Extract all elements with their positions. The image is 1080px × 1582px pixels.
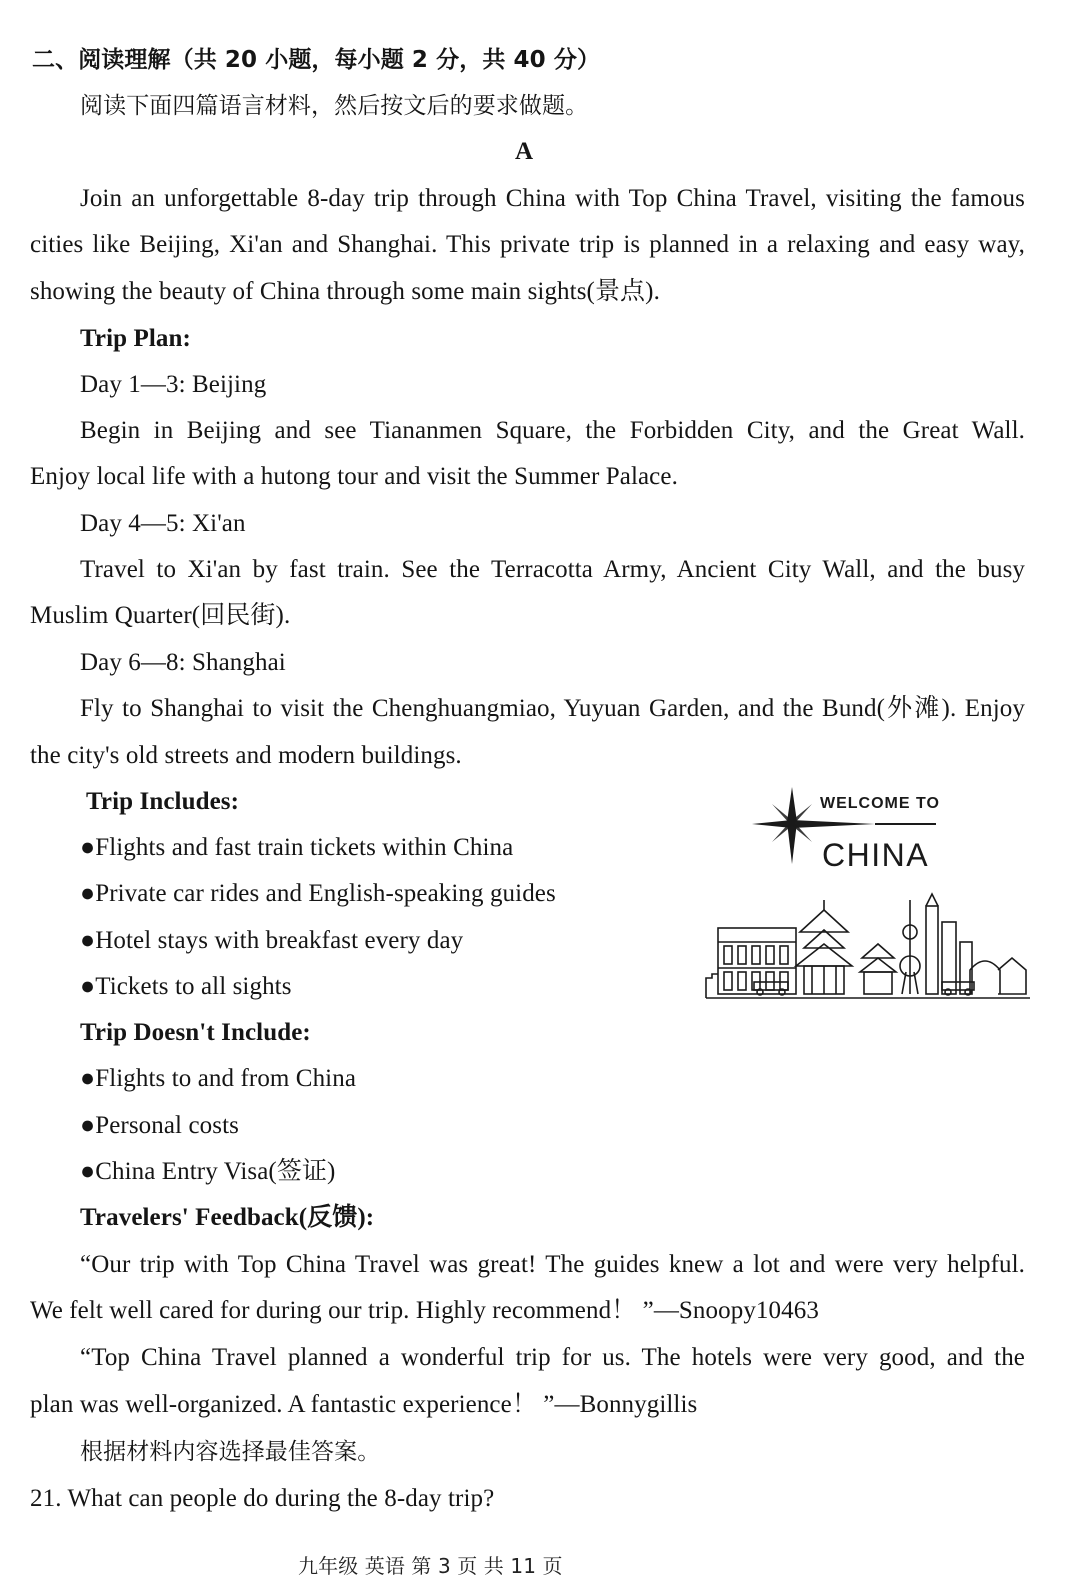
intro-line-2: cities like Beijing, Xi'an and Shanghai. This private trip is planned in a relaxing and easy way, [30, 231, 1025, 258]
day-label-beijing: Day 1—3: Beijing [80, 371, 267, 398]
day-desc-xian-line-1: Travel to Xi'an by fast train. See the Terracotta Army, Ancient City Wall, and the busy [80, 556, 1025, 583]
includes-item: ●Hotel stays with breakfast every day [80, 927, 464, 954]
welcome-to-china-illustration [700, 782, 1035, 1007]
question-21: 21. What can people do during the 8-day trip? [30, 1485, 495, 1512]
intro-line-3: showing the beauty of China through some main sights(景点). [30, 278, 660, 305]
day-label-xian: Day 4—5: Xi'an [80, 510, 246, 537]
feedback-2-line-2: plan was well-organized. A fantastic experience！ ”—Bonnygillis [30, 1391, 698, 1418]
includes-item: ●Private car rides and English-speaking guides [80, 880, 556, 907]
section-heading: 二、阅读理解（共 20 小题，每小题 2 分，共 40 分） [32, 47, 601, 73]
day-desc-beijing-line-2: Enjoy local life with a hutong tour and visit the Summer Palace. [30, 463, 678, 490]
day-desc-xian-line-2: Muslim Quarter(回民街). [30, 602, 291, 629]
china-text: CHINA [822, 837, 930, 873]
excludes-title: Trip Doesn't Include: [80, 1019, 311, 1046]
feedback-1-line-1: “Our trip with Top China Travel was great! The guides knew a lot and were very helpful. [80, 1251, 1025, 1278]
section-instruction: 阅读下面四篇语言材料，然后按文后的要求做题。 [80, 93, 589, 119]
includes-title: Trip Includes: [86, 788, 240, 815]
feedback-2-line-1: “Top China Travel planned a wonderful trip for us. The hotels were very good, and the [80, 1344, 1025, 1371]
page-footer: 九年级 英语 第 3 页 共 11 页 [298, 1554, 563, 1578]
welcome-text: WELCOME TO [820, 795, 940, 812]
excludes-item: ●Personal costs [80, 1112, 239, 1139]
includes-item: ●Tickets to all sights [80, 973, 292, 1000]
passage-label: A [515, 138, 534, 165]
day-desc-beijing-line-1: Begin in Beijing and see Tiananmen Square, the Forbidden City, and the Great Wall. [80, 417, 1025, 444]
feedback-1-line-2: We felt well cared for during our trip. Highly recommend！ ”—Snoopy10463 [30, 1297, 819, 1324]
feedback-title: Travelers' Feedback(反馈): [80, 1204, 375, 1231]
excludes-item: ●Flights to and from China [80, 1065, 357, 1092]
question-instruction: 根据材料内容选择最佳答案。 [80, 1439, 381, 1465]
intro-line-1: Join an unforgettable 8-day trip through China with Top China Travel, visiting the famous [80, 185, 1025, 212]
city-skyline-icon [706, 894, 1030, 998]
day-desc-shanghai-line-2: the city's old streets and modern buildings. [30, 742, 462, 769]
excludes-item: ●China Entry Visa(签证) [80, 1158, 336, 1185]
day-label-shanghai: Day 6—8: Shanghai [80, 649, 286, 676]
includes-item: ●Flights and fast train tickets within China [80, 834, 514, 861]
day-desc-shanghai-line-1: Fly to Shanghai to visit the Chenghuangmiao, Yuyuan Garden, and the Bund(外滩). Enjoy [80, 695, 1025, 722]
trip-plan-title: Trip Plan: [80, 325, 191, 352]
